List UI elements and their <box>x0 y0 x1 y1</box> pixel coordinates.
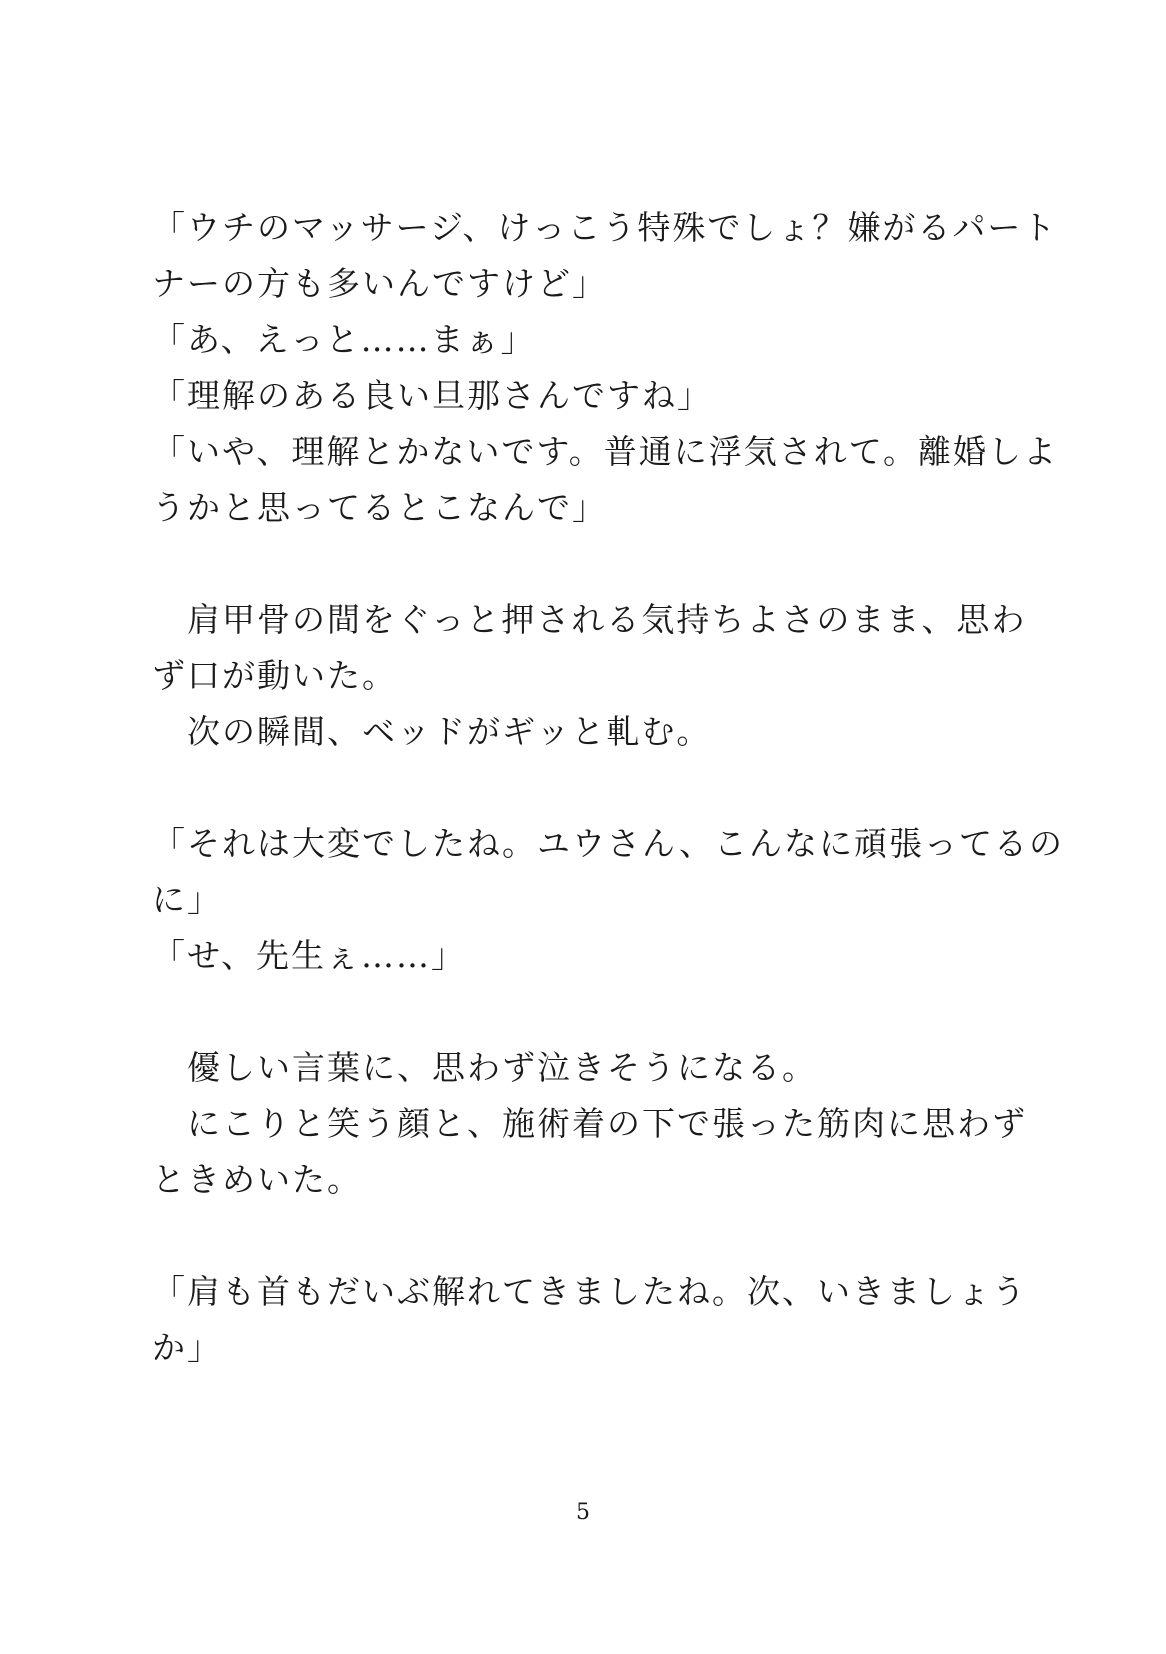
text-line: ず口が動いた。 <box>152 656 397 695</box>
text-line: 「ウチのマッサージ、けっこう特殊でしょ？嫌がるパート <box>152 208 1058 247</box>
text-line: 次の瞬間、ベッドがギッと軋む。 <box>152 712 712 751</box>
text-line: 「あ、えっと……まぁ」 <box>152 320 536 359</box>
text-line: 「せ、先生ぇ……」 <box>152 936 467 975</box>
text-line: うかと思ってるとこなんで」 <box>152 488 607 527</box>
text-line: 肩甲骨の間をぐっと押される気持ちよさのまま、思わ <box>152 600 1027 639</box>
text-line: 「いや、理解とかないです。普通に浮気されて。離婚しよ <box>152 432 1059 471</box>
text-line: か」 <box>152 1328 222 1367</box>
paragraph-gap <box>152 1208 1022 1264</box>
text-line: 「それは大変でしたね。ユウさん、こんなに頑張ってるの <box>152 824 1064 863</box>
text-line: 「肩も首もだいぶ解れてきましたね。次、いきましょう <box>152 1272 1027 1311</box>
text-line: ナーの方も多いんですけど」 <box>152 264 607 303</box>
paragraph-gap <box>152 760 1022 816</box>
text-line: にこりと笑う顔と、施術着の下で張った筋肉に思わず <box>152 1104 1027 1143</box>
paragraph-gap <box>152 536 1022 592</box>
page-number: 5 <box>576 1500 590 1525</box>
text-line: 優しい言葉に、思わず泣きそうになる。 <box>152 1048 817 1087</box>
text-line: ときめいた。 <box>152 1160 362 1199</box>
paragraph-gap <box>152 984 1022 1040</box>
text-line: に」 <box>152 880 222 919</box>
body-text <box>152 200 1064 1376</box>
text-line: 「理解のある良い旦那さんですね」 <box>152 376 712 415</box>
